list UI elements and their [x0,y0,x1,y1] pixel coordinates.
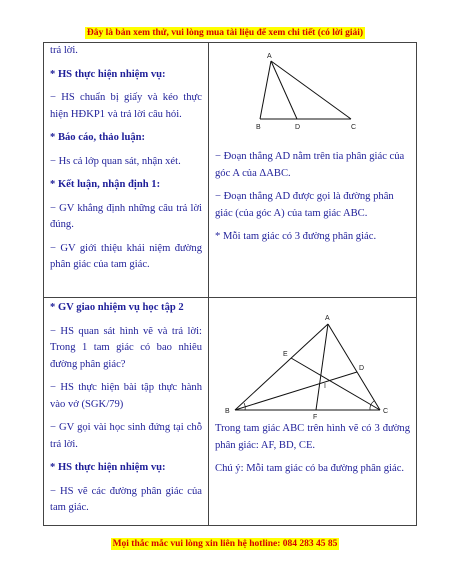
activity-cell [44,43,209,298]
paragraph: − HS vẽ các đường phân giác của tam giác. [50,485,202,513]
bisector-figure [225,49,405,139]
hotline-banner [0,533,450,551]
point-label-c: C [351,124,357,131]
paragraph: * Mỗi tam giác có 3 đường phân giác. [215,231,377,242]
paragraph: Trong tam giác ABC trên hình vẽ có 3 đường phân giác: AF, BD, CE. [215,423,410,451]
paragraph: − Hs cả lớp quan sát, nhận xét. [50,155,181,167]
paragraph: Chú ý: Mỗi tam giác có ba đường phân giác. [215,463,405,474]
preview-banner-text: Đây là bản xem thử, vui lòng mua tài liệu để xem chi tiết (có lời giải) [86,28,364,38]
paragraph: − Đoạn thẳng AD được gọi là đường phân giác (của góc A) của tam giác ABC. [215,191,394,219]
point-label-f: F [313,414,318,421]
three-bisectors-figure [215,312,410,421]
paragraph: − HS thực hiện bài tập thực hành vào vở (SGK/79) [50,382,202,410]
point-label-b: B [225,408,230,415]
content-cell [209,298,417,526]
section-heading: * GV giao nhiệm vụ học tập 2 [50,302,184,313]
preview-banner [0,22,450,40]
segment-ac [328,324,380,410]
lesson-table [43,42,417,526]
paragraph: − Đoạn thẳng AD nằm trên tia phân giác của góc A của ΔABC. [215,151,405,179]
point-label-i: I [324,383,326,390]
content-cell [209,43,417,298]
segment-ac [271,61,351,119]
point-label-c: C [383,408,389,415]
paragraph: − GV khẳng định những câu trả lời đúng. [50,202,202,230]
section-heading: * Kết luận, nhận định 1: [50,179,161,190]
paragraph: − GV giới thiệu khái niệm đường phân giác của tam giác. [50,242,202,270]
point-label-a: A [325,315,330,322]
section-heading: * HS thực hiện nhiệm vụ: [50,462,166,473]
bisector-bd [235,372,357,410]
table-row [44,43,417,298]
point-label-e: E [283,351,288,358]
hotline-banner-text: Mọi thắc mắc vui lòng xin liên hệ hotline: 084 283 45 85 [112,539,338,549]
point-label-d: D [359,365,365,372]
segment-ab [235,324,328,410]
bisector-af [316,324,328,410]
paragraph: − GV gọi vài học sinh đứng tại chỗ trả lời. [50,422,202,450]
segment-ad [271,61,297,119]
section-heading: * Báo cáo, thảo luận: [50,132,146,143]
paragraph: − HS quan sát hình vẽ và trả lời: Trong 1 tam giác có bao nhiêu đường phân giác? [50,325,202,370]
paragraph: trả lời. [50,45,78,56]
point-label-b: B [256,124,261,131]
table-row [44,298,417,526]
activity-cell [44,298,209,526]
bisector-ce [291,358,380,410]
section-heading: * HS thực hiện nhiệm vụ: [50,68,166,80]
point-label-a: A [267,53,272,60]
paragraph: − HS chuẩn bị giấy và kéo thực hiện HĐKP1 và trả lời câu hỏi. [50,92,202,120]
point-label-d: D [295,124,301,131]
segment-ab [260,61,271,119]
